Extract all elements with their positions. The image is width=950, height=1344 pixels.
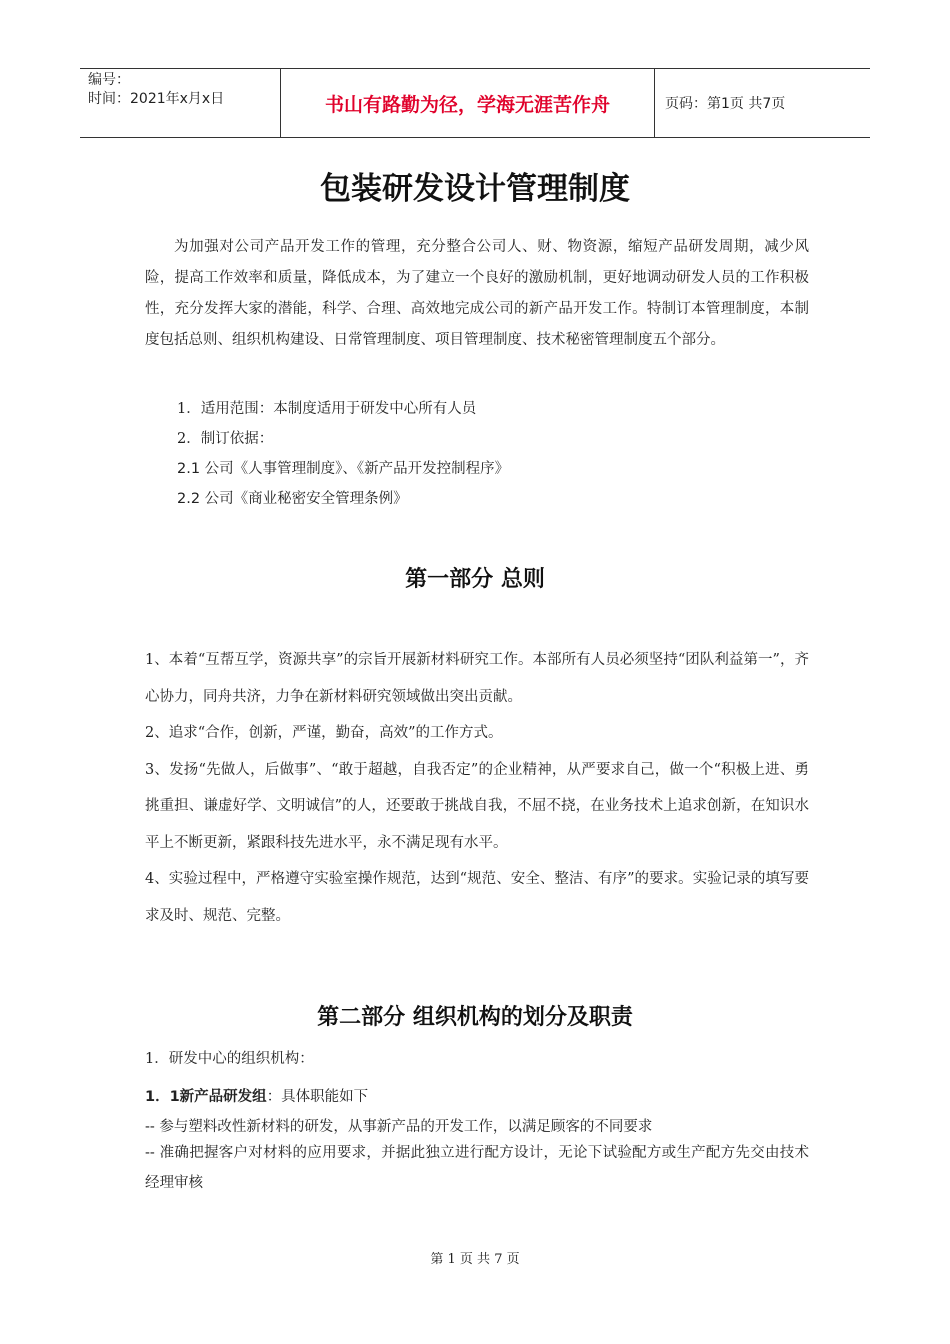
page-footer: 第 1 页 共 7 页 <box>430 1252 520 1267</box>
part2-item-1-1-text: ：具体职能如下 <box>266 1089 369 1105</box>
intro-basis-2-1-number: 2.1 <box>177 461 201 477</box>
part2-title: 第二部分 组织机构的划分及职责 <box>317 1005 633 1030</box>
part2-item-1: 1．研发中心的组织机构： <box>145 1051 314 1067</box>
header-motto: 书山有路勤为径，学海无涯苦作舟 <box>280 69 655 137</box>
intro-basis-2-2-number: 2.2 <box>177 491 201 507</box>
intro-basis: 2．制订依据： <box>177 431 274 447</box>
intro-basis-2-1-text: 公司《人事管理制度》、《新产品开发控制程序》 <box>204 461 510 477</box>
header-number: 编号： <box>88 72 130 88</box>
part2-dash-1: -- 参与塑料改性新材料的研发，从事新产品的开发工作，以满足顾客的不同要求 <box>145 1119 653 1135</box>
part2-item-1-1 <box>145 1085 368 1106</box>
intro-basis-2-2 <box>177 487 408 508</box>
header-page-info: 页码：第1页 共7页 <box>665 96 786 112</box>
intro-scope: 1．适用范围：本制度适用于研发中心所有人员 <box>177 401 477 417</box>
header-meta <box>80 69 280 137</box>
part1-item-2: 2、追求“合作，创新，严谨，勤奋，高效”的工作方式。 <box>145 725 503 741</box>
header-time: 时间：2021年x月x日 <box>88 91 225 107</box>
document-title: 包装研发设计管理制度 <box>320 171 630 207</box>
part1-title: 第一部分 总则 <box>405 567 545 592</box>
part1-body <box>145 642 809 934</box>
part1-item-3: 3、发扬“先做人，后做事”、“敢于超越，自我否定”的企业精神，从严要求自己，做一个“积极上进、勇挑重担、谦虚好学、文明诚信”的人，还要敢于挑战自我，不屈不挠，在业务技术上追求创新，在知识水平上不断更新，紧跟科技先进水平，永不满足现有水平。 <box>145 761 809 851</box>
part2-dash-2-block <box>145 1138 809 1198</box>
document-header <box>80 68 870 138</box>
intro-paragraph: 为加强对公司产品开发工作的管理，充分整合公司人、财、物资源，缩短产品研发周期，减少风险，提高工作效率和质量，降低成本，为了建立一个良好的激励机制，更好地调动研发人员的工作积极性，充分发挥大家的潜能，科学、合理、高效地完成公司的新产品开发工作。特制订本管理制度，本制度包括总则、组织机构建设、日常管理制度、项目管理制度、技术秘密管理制度五个部分。 <box>145 239 809 348</box>
part1-item-4: 4、实验过程中，严格遵守实验室操作规范，达到“规范、安全、整洁、有序”的要求。实验记录的填写要求及时、规范、完整。 <box>145 871 809 924</box>
part2-dash-2: -- 准确把握客户对材料的应用要求，并据此独立进行配方设计，无论下试验配方或生产配方先交由技术经理审核 <box>145 1145 809 1191</box>
intro-basis-2-2-text: 公司《商业秘密安全管理条例》 <box>204 491 408 507</box>
part2-item-1-1-label: 1．1新产品研发组 <box>145 1089 267 1105</box>
part1-item-1: 1、本着“互帮互学，资源共享”的宗旨开展新材料研究工作。本部所有人员必须坚持“团队利益第一”，齐心协力，同舟共济，力争在新材料研究领域做出突出贡献。 <box>145 652 809 705</box>
intro-basis-2-1 <box>177 457 509 478</box>
